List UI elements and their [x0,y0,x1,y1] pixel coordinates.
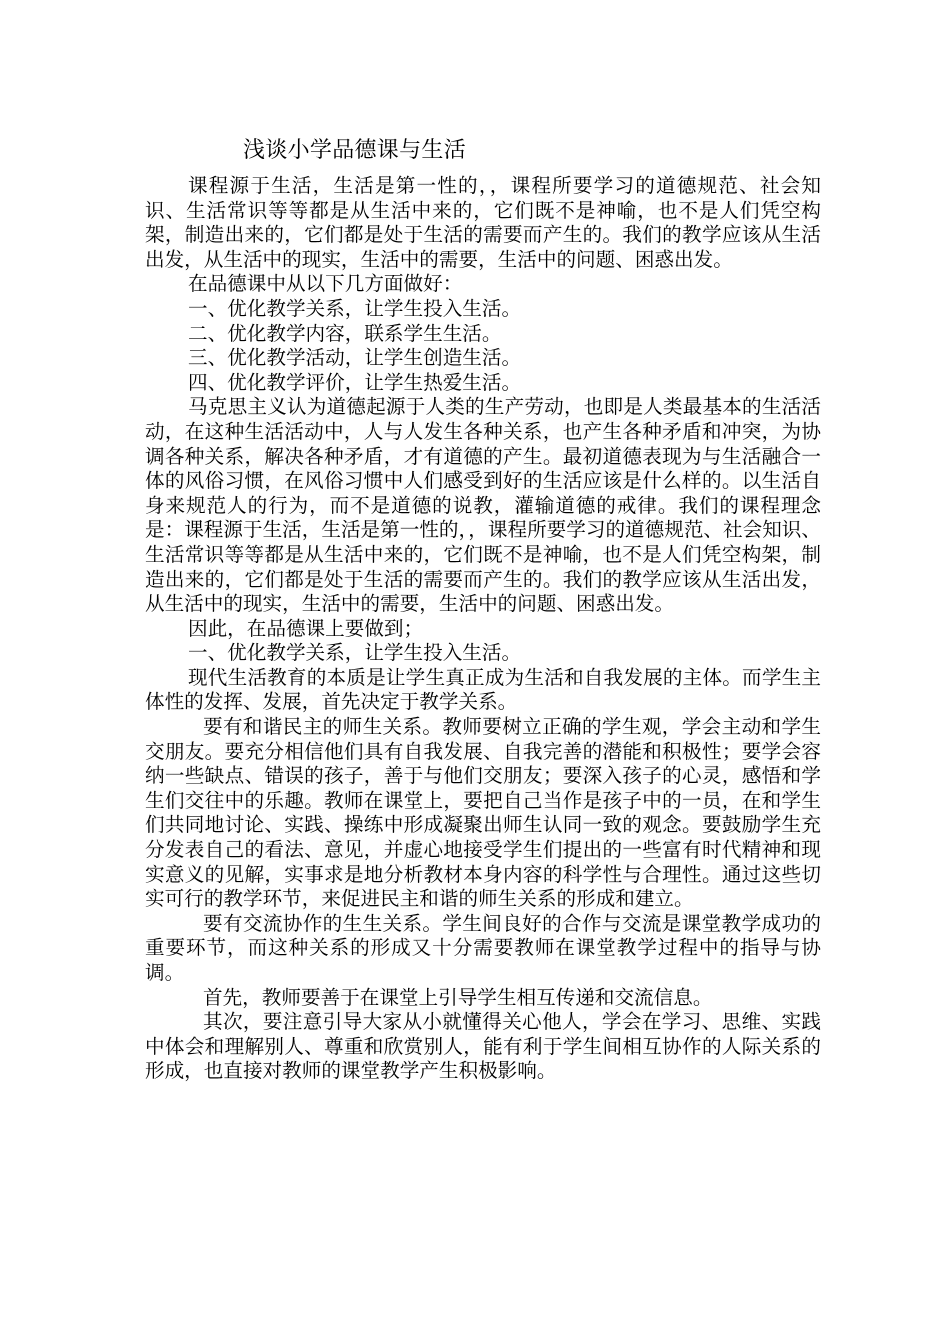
document-body [145,174,821,1084]
paragraph: 要有和谐民主的师生关系。教师要树立正确的学生观，学会主动和学生交朋友。要充分相信他们具有自我发展、自我完善的潜能和积极性；要学会容纳一些缺点、错误的孩子，善于与他们交朋友；要深入孩子的心灵，感悟和学生们交往中的乐趣。教师在课堂上，要把自己当作是孩子中的一员，在和学生们共同地讨论、实践、操练中形成凝聚出师生认同一致的观念。要鼓励学生充分发表自己的看法、意见，并虚心地接受学生们提出的一些富有时代精神和现实意义的见解，实事求是地分析教材本身内容的科学性与合理性。通过这些切实可行的教学环节，来促进民主和谐的师生关系的形成和建立。 [145,715,821,911]
list-item: 一、优化教学关系，让学生投入生活。 [188,641,522,665]
paragraph: 课程源于生活，生活是第一性的，，课程所要学习的道德规范、社会知识、生活常识等等都是从生活中来的，它们既不是神喻，也不是人们凭空构架，制造出来的，它们都是处于生活的需要而产生的。我们的教学应该从生活出发，从生活中的现实，生活中的需要，生活中的问题、困惑出发。 [145,174,821,271]
list-item: 四、优化教学评价，让学生热爱生活。 [188,370,522,394]
paragraph: 因此，在品德课上要做到； [188,616,424,640]
document-title: 浅谈小学品德课与生活 [243,138,467,163]
paragraph: 在品德课中从以下几方面做好： [188,272,463,296]
list-item: 三、优化教学活动，让学生创造生活。 [188,346,522,370]
paragraph: 现代生活教育的本质是让学生真正成为生活和自我发展的主体。而学生主体性的发挥、发展，首先决定于教学关系。 [145,665,821,714]
paragraph: 首先，教师要善于在课堂上引导学生相互传递和交流信息。 [203,985,713,1009]
paragraph: 要有交流协作的生生关系。学生间良好的合作与交流是课堂教学成功的重要环节，而这种关系的形成又十分需要教师在课堂教学过程中的指导与协调。 [145,911,821,984]
list-item: 二、优化教学内容，联系学生生活。 [188,321,502,345]
paragraph: 马克思主义认为道德起源于人类的生产劳动，也即是人类最基本的生活活动，在这种生活活动中，人与人发生各种关系，也产生各种矛盾和冲突，为协调各种关系，解决各种矛盾，才有道德的产生。最初道德表现为与生活融合一体的风俗习惯，在风俗习惯中人们感受到好的生活应该是什么样的。以生活自身来规范人的行为，而不是道德的说教，灌输道德的戒律。我们的课程理念是：课程源于生活，生活是第一性的，，课程所要学习的道德规范、社会知识、生活常识等等都是从生活中来的，它们既不是神喻，也不是人们凭空构架，制造出来的，它们都是处于生活的需要而产生的。我们的教学应该从生活出发，从生活中的现实，生活中的需要，生活中的问题、困惑出发。 [145,395,821,616]
list-item: 一、优化教学关系，让学生投入生活。 [188,296,522,320]
paragraph: 其次，要注意引导大家从小就懂得关心他人，学会在学习、思维、实践中体会和理解别人、尊重和欣赏别人，能有利于学生间相互协作的人际关系的形成，也直接对教师的课堂教学产生积极影响。 [145,1010,821,1083]
